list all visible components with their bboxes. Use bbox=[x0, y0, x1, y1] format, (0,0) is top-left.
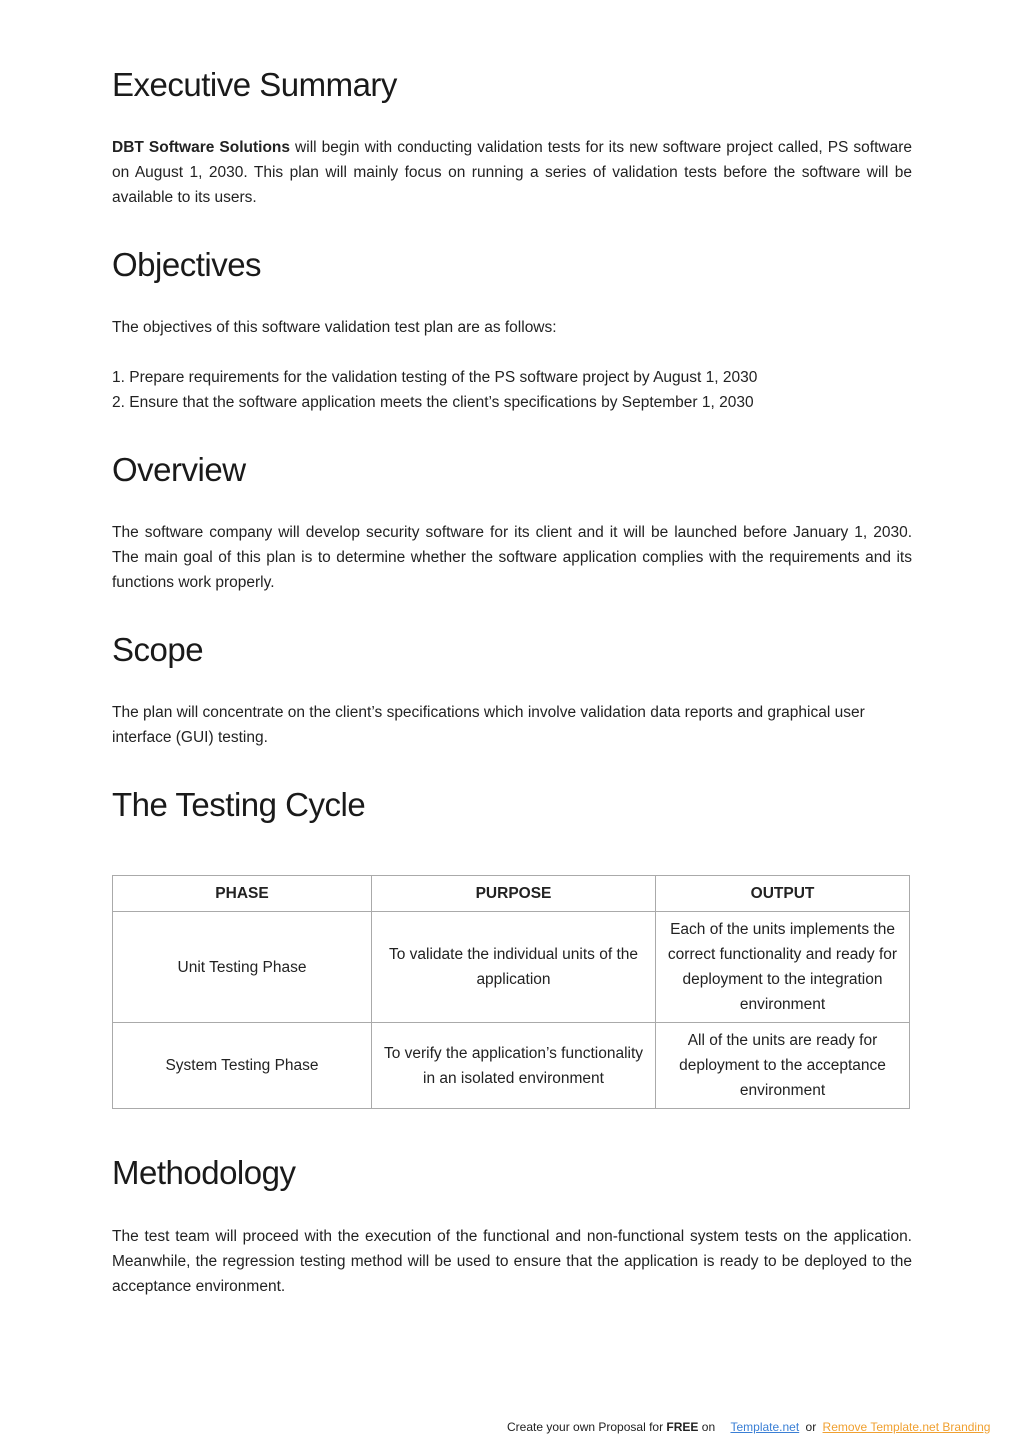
heading-testing-cycle: The Testing Cycle bbox=[112, 786, 366, 823]
template-net-link[interactable]: Template.net bbox=[730, 1420, 800, 1434]
objectives-intro: The objectives of this software validation test plan are as follows: bbox=[112, 319, 557, 336]
executive-summary-body: will begin with conducting validation tests for its new software project called, PS software on August 1, 2030. This plan will mainly focus on running a series of validation tests before the software will be available to its users. bbox=[112, 139, 912, 206]
footer-banner bbox=[507, 1420, 990, 1434]
cell-phase: System Testing Phase bbox=[113, 1023, 372, 1109]
cell-phase: Unit Testing Phase bbox=[113, 912, 372, 1023]
cell-output: All of the units are ready for deployment to the acceptance environment bbox=[656, 1023, 910, 1109]
heading-overview: Overview bbox=[112, 451, 246, 488]
scope-text: The plan will concentrate on the client’s specifications which involve validation data reports and graphical user interface (GUI) testing. bbox=[112, 704, 865, 746]
remove-branding-link[interactable]: Remove Template.net Branding bbox=[822, 1420, 991, 1434]
table-row bbox=[113, 1023, 910, 1109]
cell-purpose: To validate the individual units of the application bbox=[372, 912, 656, 1023]
objective-item: 2. Ensure that the software application meets the client’s specifications by September 1, 2030 bbox=[112, 394, 754, 411]
header-purpose: PURPOSE bbox=[372, 876, 656, 912]
header-phase: PHASE bbox=[113, 876, 372, 912]
cell-purpose: To verify the application’s functionality in an isolated environment bbox=[372, 1023, 656, 1109]
footer-or: or bbox=[805, 1420, 817, 1434]
header-output: OUTPUT bbox=[656, 876, 910, 912]
company-name: DBT Software Solutions bbox=[112, 139, 291, 156]
heading-objectives: Objectives bbox=[112, 246, 262, 283]
executive-summary-text bbox=[112, 135, 912, 210]
objective-item: 1. Prepare requirements for the validation testing of the PS software project by August 1, 2030 bbox=[112, 369, 758, 386]
table-row bbox=[113, 912, 910, 1023]
methodology-text: The test team will proceed with the execution of the functional and non-functional system tests on the application. Meanwhile, the regression testing method will be used to ensure that the application is ready to be deployed to the acceptance environment. bbox=[112, 1228, 912, 1295]
cell-output: Each of the units implements the correct functionality and ready for deployment to the integration environment bbox=[656, 912, 910, 1023]
footer-on: on bbox=[698, 1420, 716, 1434]
heading-methodology: Methodology bbox=[112, 1154, 296, 1191]
table-header-row bbox=[113, 876, 910, 912]
footer-text: Create your own Proposal for bbox=[507, 1420, 667, 1434]
overview-text: The software company will develop security software for its client and it will be launched before January 1, 2030. The main goal of this plan is to determine whether the software application complies with the requirements and its functions work properly. bbox=[112, 524, 912, 591]
testing-cycle-table bbox=[112, 875, 910, 1109]
footer-free: FREE bbox=[666, 1420, 699, 1434]
heading-scope: Scope bbox=[112, 631, 204, 668]
heading-executive-summary: Executive Summary bbox=[112, 66, 397, 103]
